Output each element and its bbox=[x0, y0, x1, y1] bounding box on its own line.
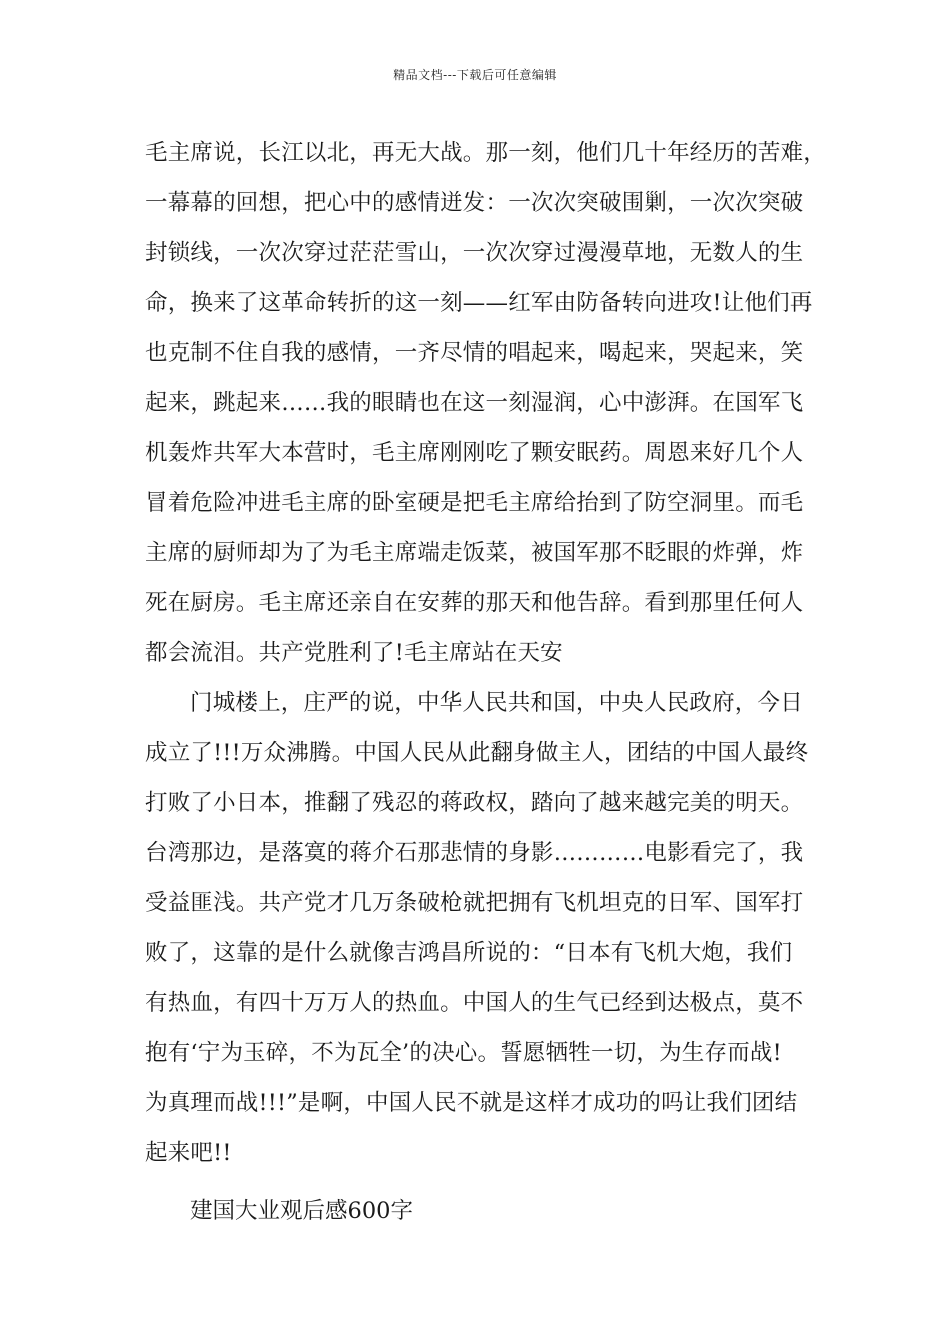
text-line: 为真理而战!!!”是啊，中国人民不就是这样才成功的吗让我们团结 bbox=[145, 1090, 798, 1116]
text-line: 封锁线，一次次穿过茫茫雪山，一次次穿过漫漫草地，无数人的生 bbox=[145, 240, 804, 266]
text-line: 死在厨房。毛主席还亲自在安葬的那天和他告辞。看到那里任何人 bbox=[145, 590, 804, 616]
text-line: 成立了!!!万众沸腾。中国人民从此翻身做主人，团结的中国人最终 bbox=[145, 740, 809, 766]
text-line: 受益匪浅。共产党才几万条破枪就把拥有飞机坦克的日军、国军打 bbox=[145, 890, 804, 916]
paragraph-2 bbox=[145, 678, 815, 1178]
text-line: 起来，跳起来……我的眼睛也在这一刻湿润，心中澎湃。在国军飞 bbox=[145, 390, 804, 416]
document-body bbox=[145, 128, 827, 1236]
text-line: 都会流泪。共产党胜利了!毛主席站在天安 bbox=[145, 640, 563, 666]
text-line: 主席的厨师却为了为毛主席端走饭菜，被国军那不眨眼的炸弹，炸 bbox=[145, 540, 804, 566]
text-line: 门城楼上，庄严的说，中华人民共和国，中央人民政府，今日 bbox=[190, 690, 803, 716]
text-line: 冒着危险冲进毛主席的卧室硬是把毛主席给抬到了防空洞里。而毛 bbox=[145, 490, 804, 516]
text-line: 起来吧!! bbox=[145, 1140, 232, 1166]
text-line: 有热血，有四十万万人的热血。中国人的生气已经到达极点，莫不 bbox=[145, 990, 804, 1016]
text-line: 败了，这靠的是什么就像吉鸿昌所说的：“日本有飞机大炮，我们 bbox=[145, 940, 793, 966]
paragraph-1 bbox=[145, 128, 827, 678]
section-title: 建国大业观后感600字 bbox=[190, 1198, 413, 1224]
text-line: 打败了小日本，推翻了残忍的蒋政权，踏向了越来越完美的明天。 bbox=[145, 790, 804, 816]
text-line: 也克制不住自我的感情，一齐尽情的唱起来，喝起来，哭起来，笑 bbox=[145, 340, 804, 366]
page-header: 精品文档---下载后可任意编辑 bbox=[393, 68, 557, 82]
text-line: 一幕幕的回想，把心中的感情迸发：一次次突破围剿，一次次突破 bbox=[145, 190, 804, 216]
text-line: 机轰炸共军大本营时，毛主席刚刚吃了颗安眠药。周恩来好几个人 bbox=[145, 440, 804, 466]
text-line: 台湾那边，是落寞的蒋介石那悲情的身影…………电影看完了，我 bbox=[145, 840, 804, 866]
text-line: 命，换来了这革命转折的这一刻——红军由防备转向进攻!让他们再 bbox=[145, 290, 813, 316]
text-line: 抱有‘宁为玉碎，不为瓦全’的决心。誓愿牺牲一切，为生存而战! bbox=[145, 1040, 782, 1066]
text-line: 毛主席说，长江以北，再无大战。那一刻，他们几十年经历的苦难， bbox=[145, 140, 827, 166]
